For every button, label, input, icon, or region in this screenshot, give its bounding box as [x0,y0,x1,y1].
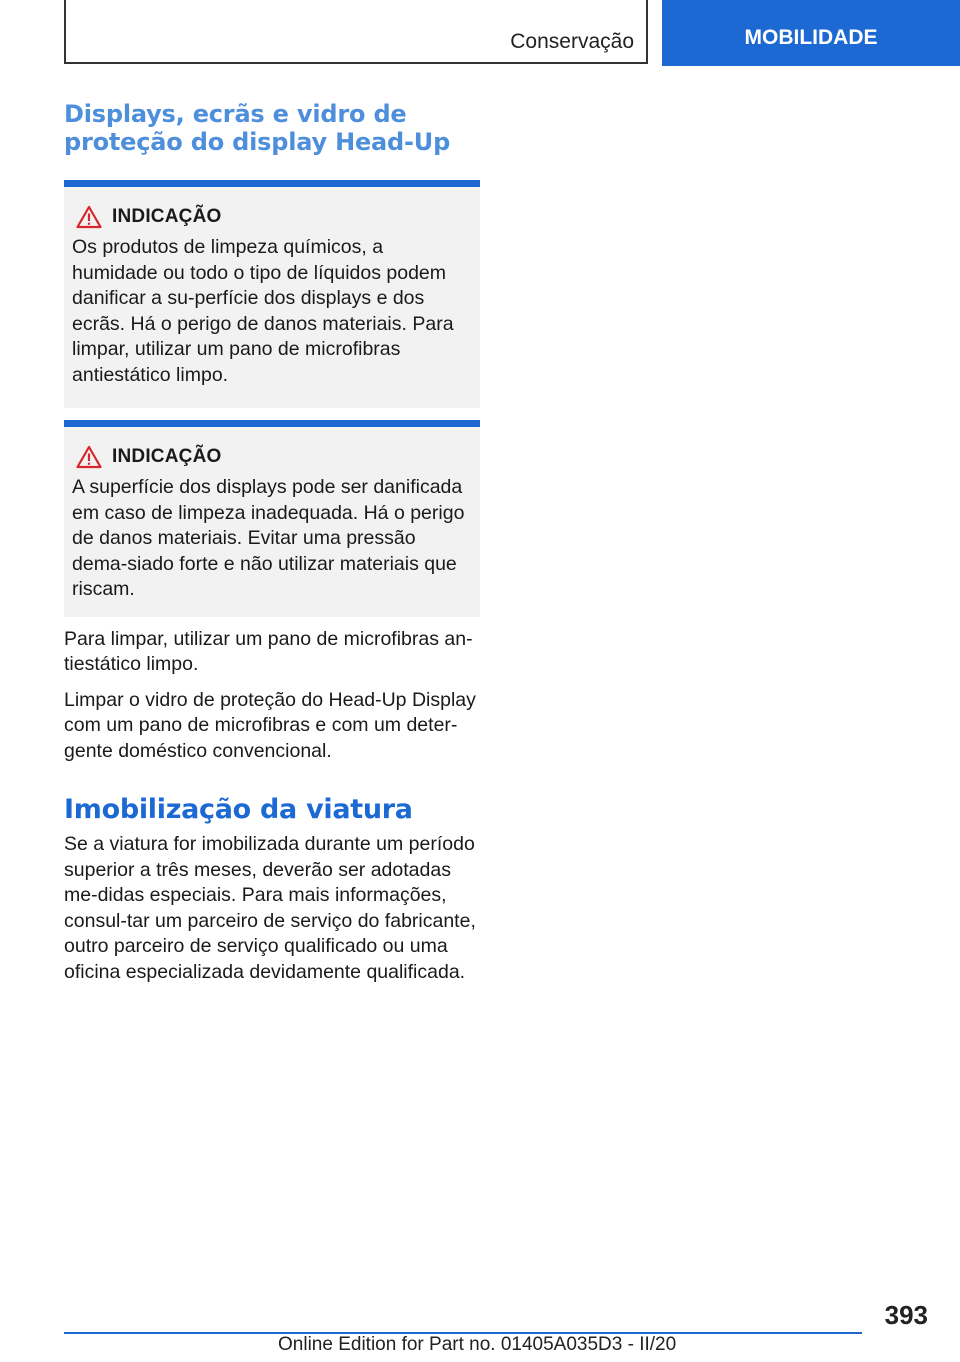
note-title: INDICAÇÃO [112,446,222,467]
warning-icon [76,445,102,469]
note-box [64,420,480,617]
note-box [64,180,480,408]
body-paragraph: Limpar o vidro de proteção do Head-Up Display com um pano de microfibras e com um deter-gente doméstico convencional. [64,688,476,762]
note-text: Os produtos de limpeza químicos, a humidade ou todo o tipo de líquidos podem danificar a su-perfície dos displays e dos ecrãs. Há o perigo de danos materiais. Para limpar, utilizar um pano de microfibras antiestático limpo. [72,236,454,386]
footer-edition-text: Online Edition for Part no. 01405A035D3 - II/20 [278,1334,677,1355]
body-paragraph: Para limpar, utilizar um pano de microfibras an-tiestático limpo. [64,627,473,675]
page-number: 393 [884,1300,928,1330]
body-paragraph: Se a viatura for imobilizada durante um período superior a três meses, deverão ser adotadas me-didas especiais. Para mais informações, consul-tar um parceiro de serviço do fabricante, outro parceiro de serviço qualificado ou uma oficina especializada devidamente qualificada. [64,833,476,983]
note-header [72,445,472,469]
header-chapter-tab[interactable] [662,0,960,66]
content-column [64,100,480,985]
header-section-title: Conservação [510,30,634,53]
warning-icon [76,205,102,229]
header-chapter-label: MOBILIDADE [744,26,878,49]
note-title: INDICAÇÃO [112,206,222,227]
section-title-displays: Displays, ecrãs e vidro de proteção do display Head-Up [64,100,451,156]
section-title-immobilization: Imobilização da viatura [64,794,413,825]
header-section-box [64,0,648,64]
note-header [72,205,472,229]
note-text: A superfície dos displays pode ser danificada em caso de limpeza inadequada. Há o perigo de danos materiais. Evitar uma pressão dema-siado forte e não utilizar materiais que riscam. [72,476,465,600]
